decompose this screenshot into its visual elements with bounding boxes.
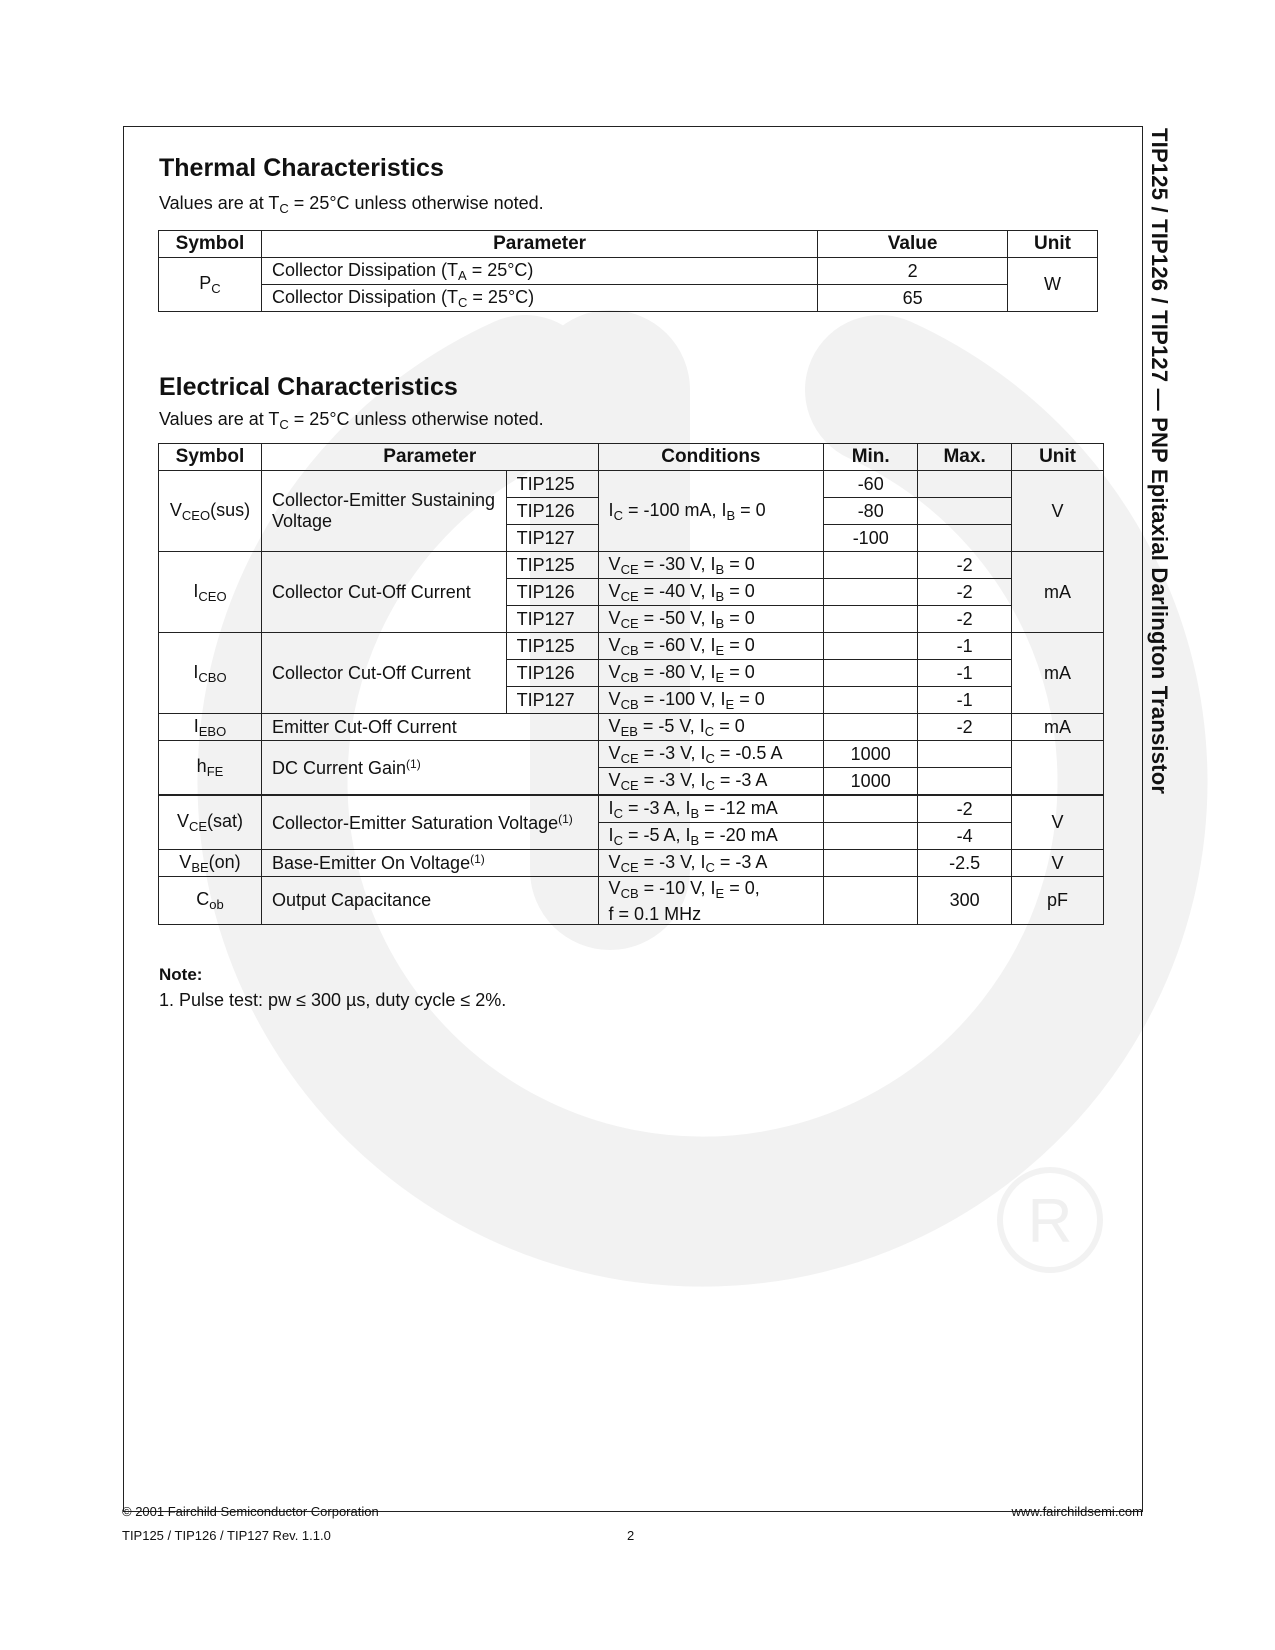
max-cell: -2 <box>918 714 1012 741</box>
unit-cell: mA <box>1012 714 1104 741</box>
parameter-cell: Collector-Emitter Saturation Voltage$^{(1)}$ <box>261 795 598 850</box>
electrical-section-title: Electrical Characteristics <box>159 373 458 401</box>
footer-copyright: © 2001 Fairchild Semiconductor Corporation <box>122 1504 379 1519</box>
unit-cell: mA <box>1012 633 1104 714</box>
max-cell: -2 <box>918 579 1012 606</box>
parameter-cell: Collector Dissipation $(T_A = 25^\circ C)$ <box>261 258 817 285</box>
electrical-table <box>158 443 1104 925</box>
min-cell <box>824 823 918 850</box>
conditions-cell: $V_{CE} = -50$ V, $I_B = 0$ <box>598 606 824 633</box>
conditions-cell: $V_{CB} = -80$ V, $I_E = 0$ <box>598 660 824 687</box>
table-header-row <box>159 444 1104 471</box>
table-row <box>159 850 1104 877</box>
min-cell <box>824 795 918 823</box>
header-max: Max. <box>918 444 1012 471</box>
part-cell: TIP126 <box>506 660 598 687</box>
conditions-cell: $V_{EB} = -5$ V, $I_C = 0$ <box>598 714 824 741</box>
footer-doc-revision: TIP125 / TIP126 / TIP127 Rev. 1.1.0 <box>122 1528 331 1543</box>
conditions-cell: $V_{CB} = -60$ V, $I_E = 0$ <box>598 633 824 660</box>
max-cell: -1 <box>918 633 1012 660</box>
min-cell <box>824 633 918 660</box>
header-value: Value <box>818 231 1008 258</box>
part-cell: TIP126 <box>506 498 598 525</box>
symbol-cell: $I_{CEO}$ <box>159 552 262 633</box>
unit-cell <box>1012 741 1104 796</box>
symbol-cell: $C_{ob}$ <box>159 877 262 925</box>
header-unit: Unit <box>1012 444 1104 471</box>
part-cell: TIP125 <box>506 633 598 660</box>
table-header-row <box>159 231 1098 258</box>
note-heading: Note: <box>159 965 203 984</box>
max-cell: -2 <box>918 606 1012 633</box>
part-cell: TIP127 <box>506 606 598 633</box>
unit-cell: V <box>1012 850 1104 877</box>
parameter-cell: Emitter Cut-Off Current <box>261 714 598 741</box>
min-cell <box>824 660 918 687</box>
note-text: 1. Pulse test: pw ≤ 300 µs, duty cycle ≤ 2%. <box>159 990 507 1010</box>
header-symbol: Symbol <box>159 444 262 471</box>
header-conditions: Conditions <box>598 444 824 471</box>
min-cell <box>824 714 918 741</box>
max-cell: 300 <box>918 877 1012 925</box>
parameter-cell: Collector Dissipation $(T_C = 25^\circ C)$ <box>261 285 817 312</box>
max-cell <box>918 741 1012 768</box>
thermal-conditions-note: Values are at $T_C = 25^\circ C$ unless otherwise noted. <box>159 193 544 216</box>
unit-cell: W <box>1008 258 1098 312</box>
part-cell: TIP127 <box>506 525 598 552</box>
max-cell: -2 <box>918 795 1012 823</box>
table-row <box>159 877 1104 925</box>
parameter-cell: Base-Emitter On Voltage$^{(1)}$ <box>261 850 598 877</box>
header-unit: Unit <box>1008 231 1098 258</box>
symbol-cell: $V_{CEO}(sus)$ <box>159 471 262 552</box>
unit-cell: V <box>1012 795 1104 850</box>
max-cell <box>918 768 1012 796</box>
conditions-cell: $V_{CB} = -10$ V, $I_E = 0$, f = 0.1 MHz <box>598 877 824 925</box>
unit-cell: pF <box>1012 877 1104 925</box>
min-cell <box>824 877 918 925</box>
min-cell <box>824 687 918 714</box>
conditions-cell: $I_C = -100$ mA, $I_B = 0$ <box>598 471 824 552</box>
value-cell: 65 <box>818 285 1008 312</box>
part-cell: TIP125 <box>506 471 598 498</box>
parameter-cell: Collector Cut-Off Current <box>261 633 506 714</box>
symbol-cell: $P_C$ <box>159 258 262 312</box>
footer-website-link[interactable]: www.fairchildsemi.com <box>1011 1504 1143 1519</box>
electrical-conditions-note: Values are at $T_C = 25^\circ C$ unless otherwise noted. <box>159 409 544 432</box>
min-cell: 1000 <box>824 768 918 796</box>
conditions-cell: $I_C = -3$ A, $I_B = -12$ mA <box>598 795 824 823</box>
parameter-cell: DC Current Gain$^{(1)}$ <box>261 741 598 796</box>
max-cell <box>918 498 1012 525</box>
parameter-cell: Collector-Emitter Sustaining Voltage <box>261 471 506 552</box>
parameter-cell: Output Capacitance <box>261 877 598 925</box>
header-min: Min. <box>824 444 918 471</box>
max-cell: -1 <box>918 687 1012 714</box>
footer-page-number: 2 <box>627 1528 635 1543</box>
conditions-cell: $V_{CE} = -40$ V, $I_B = 0$ <box>598 579 824 606</box>
unit-cell: mA <box>1012 552 1104 633</box>
conditions-cell: $V_{CB} = -100$ V, $I_E = 0$ <box>598 687 824 714</box>
conditions-cell: $V_{CE} = -30$ V, $I_B = 0$ <box>598 552 824 579</box>
table-row <box>159 795 1104 823</box>
min-cell: -80 <box>824 498 918 525</box>
symbol-cell: $h_{FE}$ <box>159 741 262 796</box>
conditions-cell: $V_{CE} = -3$ V, $I_C = -0.5$ A <box>598 741 824 768</box>
table-row <box>159 633 1104 660</box>
max-cell: -2.5 <box>918 850 1012 877</box>
symbol-cell: $I_{EBO}$ <box>159 714 262 741</box>
symbol-cell: $V_{BE}(on)$ <box>159 850 262 877</box>
table-row <box>159 552 1104 579</box>
header-parameter: Parameter <box>261 444 598 471</box>
conditions-cell: $V_{CE} = -3$ V, $I_C = -3$ A <box>598 850 824 877</box>
unit-cell: V <box>1012 471 1104 552</box>
min-cell <box>824 850 918 877</box>
table-row <box>159 714 1104 741</box>
part-cell: TIP127 <box>506 687 598 714</box>
max-cell: -1 <box>918 660 1012 687</box>
table-row <box>159 285 1098 312</box>
min-cell <box>824 579 918 606</box>
document-side-title: TIP125 / TIP126 / TIP127 — PNP Epitaxial Darlington Transistor <box>1147 128 1172 795</box>
part-cell: TIP125 <box>506 552 598 579</box>
table-row <box>159 741 1104 768</box>
conditions-cell: $I_C = -5$ A, $I_B = -20$ mA <box>598 823 824 850</box>
value-cell: 2 <box>818 258 1008 285</box>
max-cell: -2 <box>918 552 1012 579</box>
min-cell: -100 <box>824 525 918 552</box>
header-parameter: Parameter <box>261 231 817 258</box>
part-cell: TIP126 <box>506 579 598 606</box>
max-cell: -4 <box>918 823 1012 850</box>
table-row <box>159 258 1098 285</box>
symbol-cell: $V_{CE}(sat)$ <box>159 795 262 850</box>
thermal-section-title: Thermal Characteristics <box>159 154 444 182</box>
thermal-table <box>158 230 1098 312</box>
min-cell <box>824 606 918 633</box>
symbol-cell: $I_{CBO}$ <box>159 633 262 714</box>
conditions-cell: $V_{CE} = -3$ V, $I_C = -3$ A <box>598 768 824 796</box>
svg-text:R: R <box>1027 1187 1073 1256</box>
min-cell: 1000 <box>824 741 918 768</box>
min-cell <box>824 552 918 579</box>
max-cell <box>918 525 1012 552</box>
table-row <box>159 471 1104 498</box>
header-symbol: Symbol <box>159 231 262 258</box>
parameter-cell: Collector Cut-Off Current <box>261 552 506 633</box>
min-cell: -60 <box>824 471 918 498</box>
max-cell <box>918 471 1012 498</box>
